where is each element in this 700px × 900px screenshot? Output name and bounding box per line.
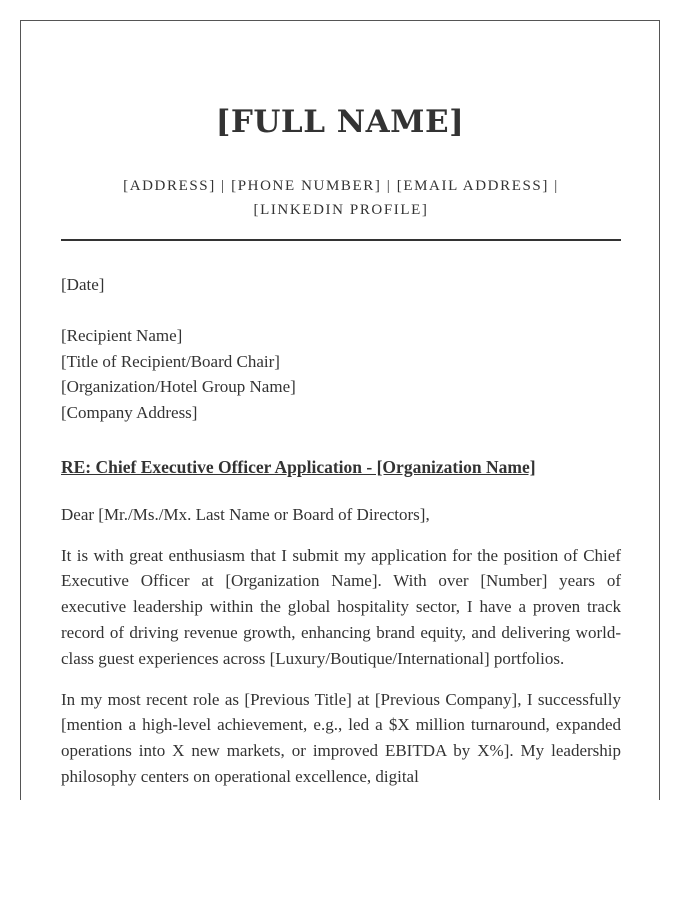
header-divider <box>61 239 621 241</box>
full-name-heading: [FULL NAME] <box>215 104 465 140</box>
recipient-organization: [Organization/Hotel Group Name] <box>61 377 296 397</box>
body-paragraph: It is with great enthusiasm that I submit my application for the position of Chief Executive Officer at [Organization Name]. With over [Number] years of executive leadership within the global hospitality sector, I have a proven track record of driving revenue growth, enhancing brand equity, and delivering world-class guest experiences across [Luxury/Boutique/International] portfolios. <box>61 545 621 668</box>
contact-line: [ADDRESS] | [PHONE NUMBER] | [EMAIL ADDRESS] | [LINKEDIN PROFILE] <box>123 178 559 218</box>
body-paragraph: In my most recent role as [Previous Title] at [Previous Company], I successfully [mention a high-level achievement, e.g., led a $X million turnaround, expanded operations into X new markets, or improved EBITDA by X%]. My leadership philosophy centers on operational excellence, digital <box>61 689 621 786</box>
salutation: Dear [Mr./Ms./Mx. Last Name or Board of Directors], <box>61 504 430 524</box>
letter-page <box>20 20 660 800</box>
recipient-name: [Recipient Name] <box>61 325 183 345</box>
recipient-block <box>61 323 621 426</box>
letter-body <box>61 272 621 790</box>
letter-date: [Date] <box>61 275 105 294</box>
subject-line: RE: Chief Executive Officer Application - [Organization Name] <box>61 456 536 477</box>
recipient-address: [Company Address] <box>61 403 198 423</box>
recipient-title: [Title of Recipient/Board Chair] <box>61 351 280 371</box>
